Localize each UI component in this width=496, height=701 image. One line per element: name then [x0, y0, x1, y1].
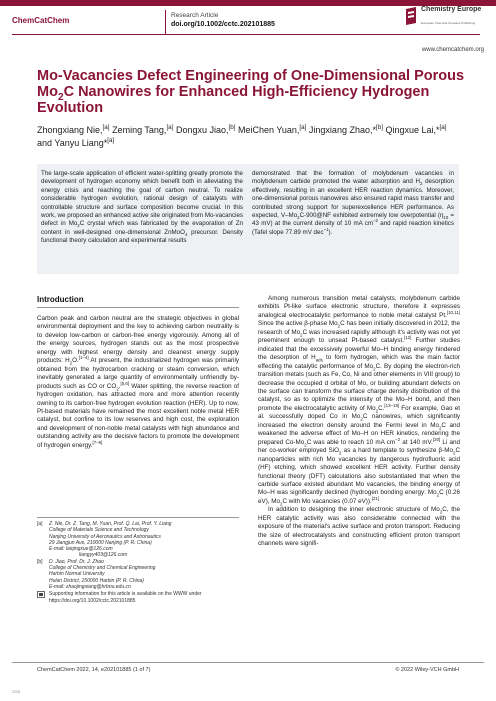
article-title: Mo-Vacancies Defect Engineering of One-Dimensional Porous $Mo_2C$ Nanowires for Enhanced High-Efficiency Hydrogen Evolution — [37, 68, 465, 116]
introduction-paragraph: Carbon peak and carbon neutral are the strategic objectives in global environmental deployment and the key to achieving carbon neutrality is to develop low-carbon or carbon-free energy vigorously. Among all of the energy sources, hydrogen stands out as the most prospective energy with highest energy density and cleanest energy supply products: $H_2O.[1-4]$ At present, the industrialized hydrogen was primarily obtained from the hydrocarbon cracking or steam conversion, which inevitably generated a large quantity of environmentally unfriendly by-products such as CO or $CO_2.[5,6]$ Water splitting, the reverse reaction of hydrogen oxidation, has attracted more and more attention recently owning to its carbon-free hydrogen evolution reaction (HER). Up to now, Pt-based materials have remained the most excellent noble metal HER catalyst, but confine to its low reserves and high cost, the exploration and development of non-noble metal catalysts with high abundance and outstanding activity are the decisive factors to promote the development of hydrogen energy.[7–9] — [37, 315, 240, 449]
footer-copyright: © 2022 Wiley-VCH GmbH — [395, 667, 459, 673]
article-type: Research Article — [171, 12, 219, 19]
author-list: Zhongxiang Nie,[a] Zeming Tang,[a] Dongxu Jiao,[b] MeiChen Yuan,[a] Jingxiang Zhao,*[b] Qingxue Lai,*[a] and Yanyu Liang*[a] — [37, 124, 447, 148]
affiliation-email[interactable]: liangyy403@126.com — [79, 552, 128, 559]
introduction-right-column — [258, 295, 460, 549]
affiliation-email[interactable]: E-mail: laiqingxue@126.com — [49, 546, 113, 553]
header-separator — [165, 10, 166, 34]
affiliation-text — [49, 521, 171, 559]
introduction-paragraph: Among numerous transition metal catalysts, molybdenum carbide exhibits Pt-like surface electronic structure, therefore it expresses analogical electrocatalytic performance to noble metal catalyst Pt.[10,11] Since the active β-phase $Mo_2C$ has been initially discovered in 2012, the research of $Mo_2C$ was increased rapidly although it's activity was not yet preeminent enough to unseat Pt-based catalyst.[12] Further studies indicated that the excessively powerful Mo–H binding energy hindered the desorption of $H_{ads}$ to form hydrogen, which was the main factor effecting the catalytic performance of $Mo_2C$. By doping the electron-rich transition metals (such as Fe, Co, Ni and other elements in VIII group) to decrease the occupied d orbital of Mo, or building abundant defects on the surface can transform the surface charge density distribution of the catalyst, so as to optimize the intensity of the Mo–H bond, and then promote the electrocatalytic activity of $Mo_2C.[13-18]$ For example, Gao et al. successfully doped Co in $Mo_2C$ nanowires, which significantly increased the electron density around the Fermi level in $Mo_2C$ and weakened the adverse effect of Mo–H on HER kinetics, rendering the prepared $Co-Mo_2C$ was able to reach 10 mA $cm^{-2}$ at 140 mV.[20] Li and her co-worker employed SiO$_2$ as a hard template to synthesize $\beta-Mo_2C$ nanoparticles with rich Mo vacancies by dangerous hydrofluoric acid (HF) etching, which showed excellent HER activity. Further density functional theory (DFT) calculations also substantiated that when the carbide surface existed abundant Mo vacancies, the binding energy of Mo–H was significantly declined (hydrogen bonding energy: $Mo_2C$ (0.26 eV), $Mo_2C$ with Mo vacancies (0.07 eV)).[21] — [258, 295, 461, 507]
affiliation-line: 29 Jiangjun Ave, 210000 Nanjing (P. R. China) — [49, 539, 152, 546]
affiliation-line: College of Materials Science and Technology — [49, 527, 149, 534]
abstract-right-column: demonstrated that the formation of molybdenum vacancies in molybdenum carbide promoted the water adsorption and $H_2$ desorption effectively, resulting in an excellent HER reaction dynamics. Moreover, one-dimensional porous nanowires also ensured rapid mass transfer and contributed strong support for superexcellence HER performance. As expected, $V-Mo_2C-900@NF$ exhibited extremely low overpotential ($\eta_{10} = 43$ mV) at the current density of 10 mA $cm^{-2}$ and rapid reaction kinetics (Tafel slope 77.89 mV dec$^{-1}$). — [252, 170, 454, 236]
affiliation-line: D. Jiao, Prof. Dr. J. Zhao — [49, 558, 104, 565]
affiliation-tag: [a] — [37, 521, 43, 527]
doi-link[interactable]: doi.org/10.1002/cctc.202101885 — [171, 21, 275, 28]
affiliation-a — [37, 521, 247, 559]
affiliation-line: Harbin Normal University — [49, 571, 105, 578]
supporting-info-icon — [37, 591, 45, 598]
journal-name[interactable]: ChemCatChem — [12, 16, 70, 25]
affiliation-line: Hulan District, 150000 Harbin (P. R. China) — [49, 577, 144, 584]
introduction-paragraph: In addition to designing the inner electronic structure of $Mo_2C$, the HER catalytic activity was also considerable connected with the exposure of the material's active surface and proton transport. Reducing the size of electrocatalysts and constructing efficient proton transport channels were signifi- — [258, 506, 460, 548]
affiliation-rule — [37, 517, 239, 518]
header-rule — [12, 34, 480, 35]
affiliation-line: Z. Nie, Dr. Z. Tang, M. Yuan, Prof. Q. Lai, Prof. Y. Liang — [49, 521, 172, 527]
affiliation-line: College of Chemistry and Chemical Engineering — [49, 565, 156, 572]
affiliation-email[interactable]: E-mail: zhaojingxiang@hrbnu.edu.cn — [49, 583, 131, 590]
publisher-logo-text[interactable]: Chemistry Europe — [421, 6, 482, 13]
section-rule — [37, 307, 239, 308]
footer-side-id: 2228 — [12, 690, 20, 694]
affiliations-block — [37, 521, 247, 604]
footer-rule — [12, 662, 484, 663]
affiliation-tag: [b] — [37, 558, 43, 565]
website-link[interactable]: www.chemcatchem.org — [421, 47, 484, 53]
publisher-logo-subtitle: European Chemical Societies Publishing — [421, 21, 476, 25]
affiliation-text — [49, 559, 155, 590]
introduction-left-column — [37, 315, 239, 450]
supporting-info — [37, 591, 247, 604]
abstract-left-column: The large-scale application of efficient water-splitting greatly promote the development of hydrogen economy which benefit both in alleviating the energy crisis and reaching the goal of carbon neutral. To realize considerable hydrogen evolution, rational design of catalysts with controllable structure and surface composition become crucial. In this work, we proposed an enhanced active site originated from Mo-vacancies defect in $Mo_2C$ crystal which was fabricated by the evaporation of Zn content in well-designed one-dimensional ZnMoO$_4$ precursor. Density functional theory calculation and experimental results — [41, 170, 243, 245]
supporting-info-text[interactable]: Supporting information for this article is available on the WWW under https://doi.org/10.1002/cctc.202101885 — [49, 591, 202, 604]
chemistry-europe-logo-icon — [404, 6, 418, 26]
affiliation-line: Nanjing University of Aeronautics and Astronautics — [49, 533, 161, 540]
section-heading-introduction: Introduction — [37, 295, 84, 304]
affiliation-b — [37, 559, 247, 590]
footer-citation: ChemCatChem 2022, 14, e202101885 (1 of 7) — [37, 667, 151, 673]
